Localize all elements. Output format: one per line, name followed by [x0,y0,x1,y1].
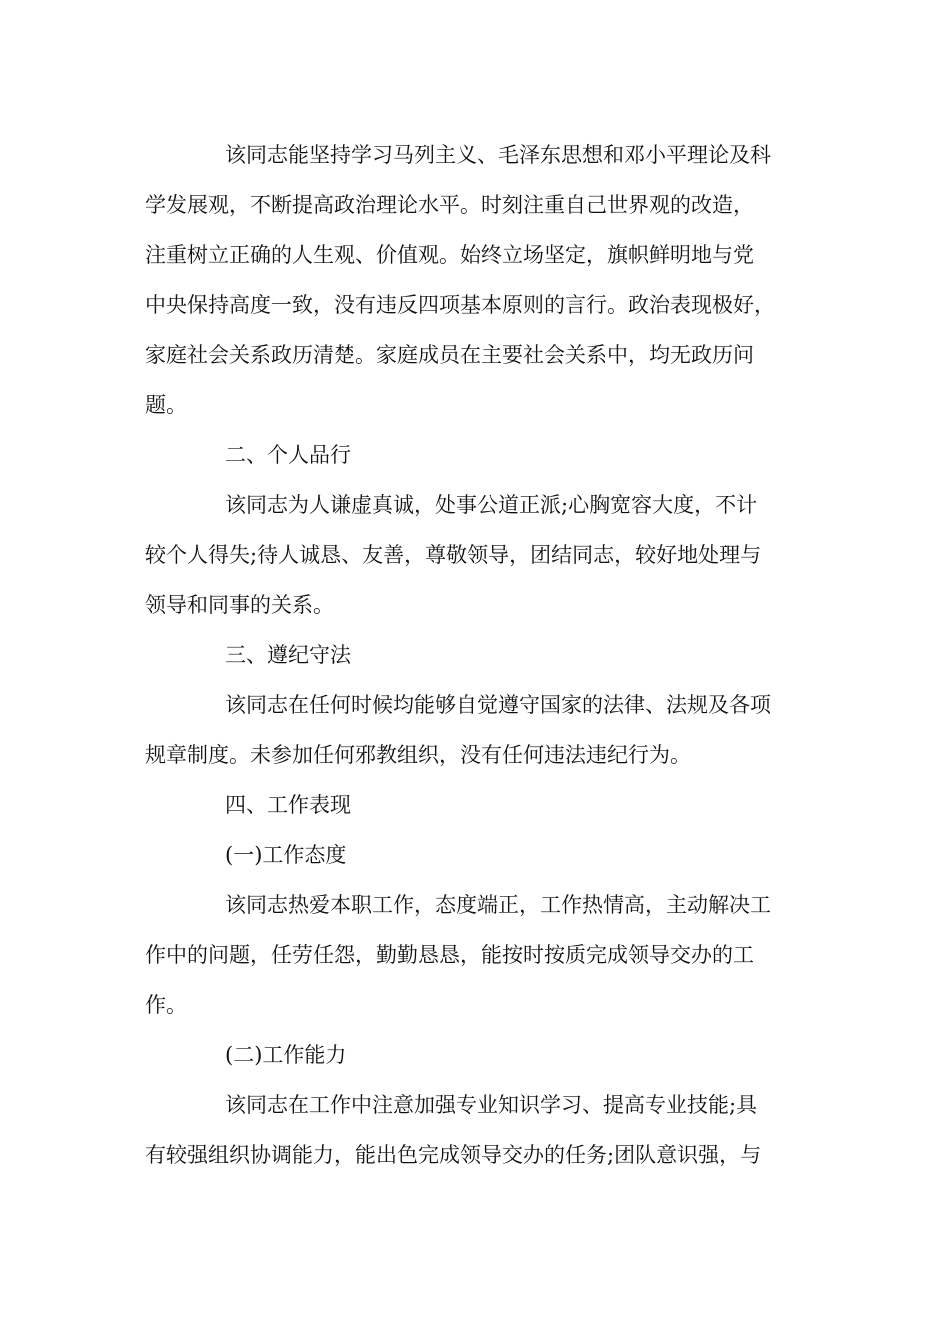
subsection-heading: (一)工作态度 [225,843,347,867]
paragraph-line: 家庭社会关系政历清楚。家庭成员在主要社会关系中，均无政历问 [145,343,754,367]
section-heading: 二、个人品行 [225,443,351,467]
paragraph-line: 该同志为人谦虚真诚，处事公道正派;心胸宽容大度，不计 [225,493,758,517]
paragraph-line: 中央保持高度一致，没有违反四项基本原则的言行。政治表现极好， [145,293,775,317]
paragraph-line: 作。 [145,993,187,1017]
paragraph-line: 该同志在工作中注意加强专业知识学习、提高专业技能;具 [225,1093,758,1117]
section-heading: 三、遵纪守法 [225,643,351,667]
document-body [145,130,805,1180]
paragraph-line: 该同志热爱本职工作，态度端正，工作热情高，主动解决工 [225,893,771,917]
paragraph-line: 领导和同事的关系。 [145,593,334,617]
section-heading: 四、工作表现 [225,793,351,817]
paragraph-line: 有较强组织协调能力，能出色完成领导交办的任务;团队意识强，与 [145,1143,762,1167]
paragraph-line: 题。 [145,393,187,417]
paragraph-line: 注重树立正确的人生观、价值观。始终立场坚定，旗帜鲜明地与党 [145,243,754,267]
paragraph-line: 较个人得失;待人诚恳、友善，尊敬领导，团结同志，较好地处理与 [145,543,762,567]
paragraph-line: 该同志能坚持学习马列主义、毛泽东思想和邓小平理论及科 [225,143,771,167]
paragraph-line: 学发展观，不断提高政治理论水平。时刻注重自己世界观的改造， [145,193,754,217]
paragraph-line: 规章制度。未参加任何邪教组织，没有任何违法违纪行为。 [145,743,691,767]
paragraph-line: 该同志在任何时候均能够自觉遵守国家的法律、法规及各项 [225,693,771,717]
paragraph-line: 作中的问题，任劳任怨，勤勤恳恳，能按时按质完成领导交办的工 [145,943,754,967]
subsection-heading: (二)工作能力 [225,1043,347,1067]
